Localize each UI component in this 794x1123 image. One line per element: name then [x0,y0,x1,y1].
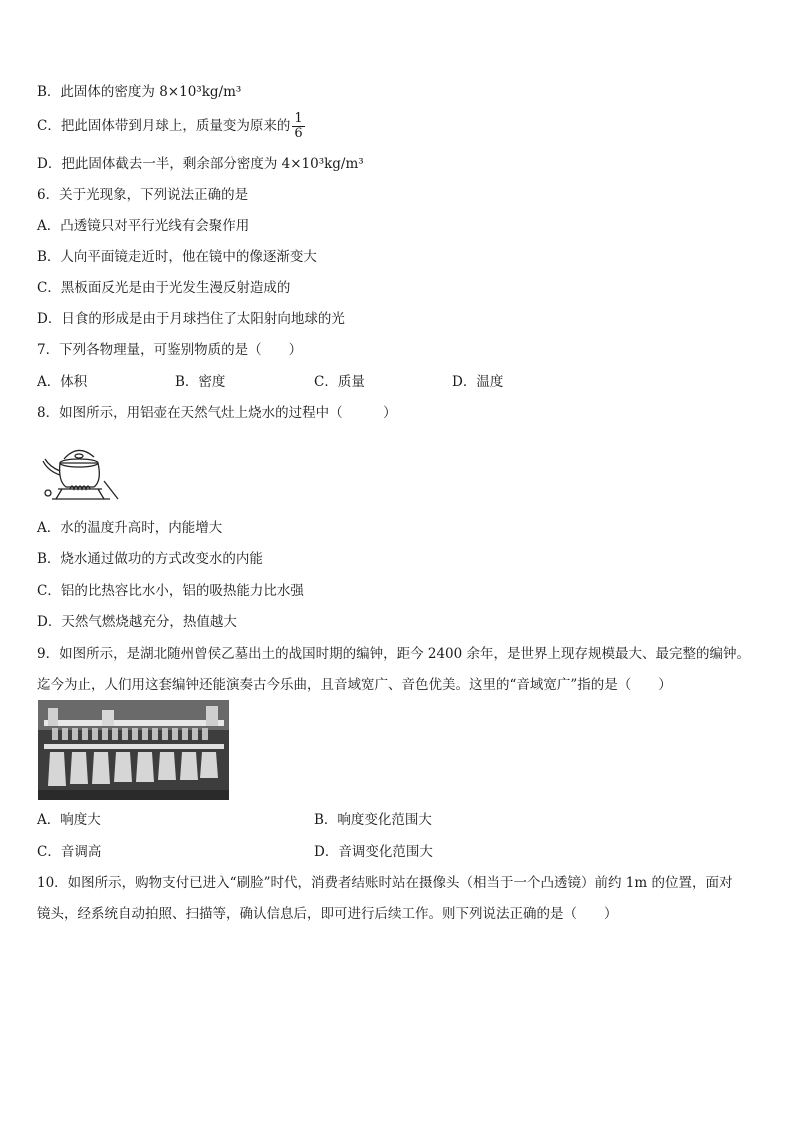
q8-option-d: D．天然气燃烧越充分，热值越大 [37,614,237,630]
q6-option-c: C．黑板面反光是由于光发生漫反射造成的 [37,280,291,296]
q7-option-c: C．质量 [314,374,365,390]
q6-stem: 6．关于光现象，下列说法正确的是 [37,187,249,203]
q8-option-b: B．烧水通过做功的方式改变水的内能 [37,551,263,567]
q5-option-b: B．此固体的密度为 8×10³kg/m³ [37,84,242,100]
q7-option-b: B．密度 [175,374,226,390]
kettle-on-stove-figure [38,441,120,503]
q6-option-d: D．日食的形成是由于月球挡住了太阳射向地球的光 [37,311,345,327]
q8-option-a: A．水的温度升高时，内能增大 [37,520,223,536]
q5-option-c [37,112,305,141]
q9-option-c: C．音调高 [37,844,102,860]
q10-stem-line1: 10．如图所示，购物支付已进入“刷脸”时代，消费者结账时站在摄像头（相当于一个凸透镜）前约 1m 的位置，面对 [37,875,733,891]
q7-option-a: A．体积 [37,374,88,390]
q10-stem-line2: 镜头，经系统自动拍照、扫描等，确认信息后，即可进行后续工作。则下列说法正确的是（ ） [37,906,618,922]
q9-option-d: D．音调变化范围大 [314,844,433,860]
fraction-denominator: 6 [294,126,303,141]
q9-option-a: A．响度大 [37,812,101,828]
q8-option-c: C．铝的比热容比水小，铝的吸热能力比水强 [37,583,304,599]
q8-stem: 8．如图所示，用铝壶在天然气灶上烧水的过程中（ ） [37,405,397,421]
chime-bells-photo [38,700,229,800]
q6-option-b: B．人向平面镜走近时，他在镜中的像逐渐变大 [37,249,317,265]
q9-stem-line1: 9．如图所示，是湖北随州曾侯乙墓出土的战国时期的编钟，距今 2400 余年，是世界上现存规模最大、最完整的编钟。 [37,646,751,662]
q7-stem: 7．下列各物理量，可鉴别物质的是（ ） [37,342,303,358]
q6-option-a: A．凸透镜只对平行光线有会聚作用 [37,218,250,234]
q5-option-c-text: C．把此固体带到月球上，质量变为原来的 [37,118,291,134]
one-sixth-fraction [292,112,304,141]
fraction-numerator: 1 [294,111,303,126]
q9-option-b: B．响度变化范围大 [314,812,432,828]
q9-stem-line2: 迄今为止，人们用这套编钟还能演奏古今乐曲，且音域宽广、音色优美。这里的“音域宽广”指的是（ ） [37,677,672,693]
q5-option-d: D．把此固体截去一半，剩余部分密度为 4×10³kg/m³ [37,156,364,172]
q7-option-d: D．温度 [452,374,504,390]
